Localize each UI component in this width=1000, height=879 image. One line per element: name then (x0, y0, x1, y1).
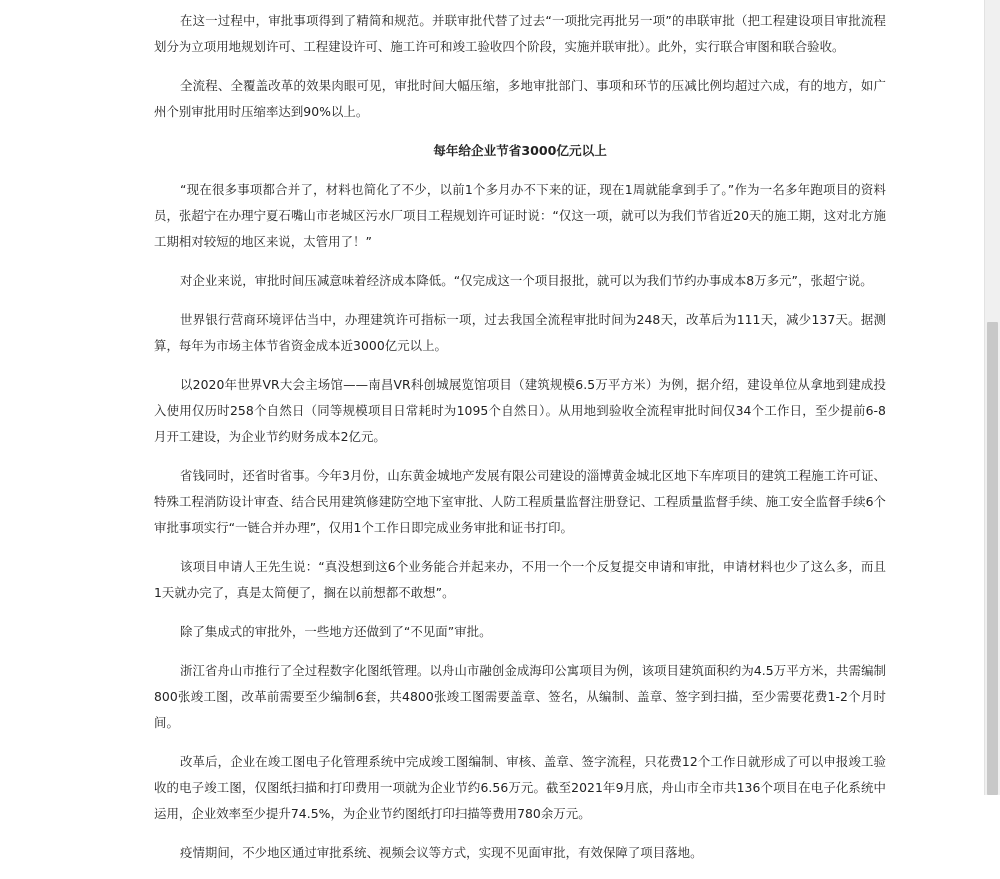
article-paragraph: 对企业来说，审批时间压减意味着经济成本降低。“仅完成这一个项目报批，就可以为我们节约办事成本8万多元”，张超宁说。 (180, 273, 873, 288)
article-paragraph: 以2020年世界VR大会主场馆——南昌VR科创城展览馆项目（建筑规模6.5万平方米）为例，据介绍，建设单位从拿地到建成投入使用仅历时258个自然日（同等规模项目日常耗时为1095个自然日）。从用地到验收全流程审批时间仅34个工作日，至少提前6-8月开工建设，为企业节约财务成本2亿元。 (154, 377, 886, 444)
article-paragraph: “现在很多事项都合并了，材料也简化了不少，以前1个多月办不下来的证，现在1周就能拿到手了。”作为一名多年跑项目的资料员，张超宁在办理宁夏石嘴山市老城区污水厂项目工程规划许可证时说：“仅这一项，就可以为我们节省近20天的施工期，这对北方施工期相对较短的地区来说，太管用了！” (154, 182, 886, 249)
vertical-scrollbar[interactable] (984, 0, 1000, 795)
article-paragraph: 该项目申请人王先生说：“真没想到这6个业务能合并起来办，不用一个一个反复提交申请和审批，申请材料也少了这么多，而且1天就办完了，真是太简便了，搁在以前想都不敢想”。 (154, 559, 886, 600)
article-body (154, 8, 886, 879)
section-heading: 每年给企业节省3000亿元以上 (433, 143, 607, 158)
article-paragraph: 改革后，企业在竣工图电子化管理系统中完成竣工图编制、审核、盖章、签字流程，只花费12个工作日就形成了可以申报竣工验收的电子竣工图，仅图纸扫描和打印费用一项就为企业节约6.56万元。截至2021年9月底，舟山市全市共136个项目在电子化系统中运用，企业效率至少提升74.5%，为企业节约图纸打印扫描等费用780余万元。 (154, 754, 886, 821)
scrollbar-thumb[interactable] (987, 322, 998, 795)
article-paragraph: 疫情期间，不少地区通过审批系统、视频会议等方式，实现不见面审批，有效保障了项目落地。 (180, 845, 703, 860)
article-paragraph: 在这一过程中，审批事项得到了精简和规范。并联审批代替了过去“一项批完再批另一项”的串联审批（把工程建设项目审批流程划分为立项用地规划许可、工程建设许可、施工许可和竣工验收四个阶段，实施并联审批）。此外，实行联合审图和联合验收。 (154, 13, 886, 54)
article-paragraph: 世界银行营商环境评估当中，办理建筑许可指标一项，过去我国全流程审批时间为248天，改革后为111天，减少137天。据测算，每年为市场主体节省资金成本近3000亿元以上。 (154, 312, 886, 353)
article-paragraph: 浙江省舟山市推行了全过程数字化图纸管理。以舟山市融创金成海印公寓项目为例，该项目建筑面积约为4.5万平方米，共需编制800张竣工图，改革前需要至少编制6套，共4800张竣工图需要盖章、签名，从编制、盖章、签字到扫描，至少需要花费1-2个月时间。 (154, 663, 886, 730)
article-paragraph: 除了集成式的审批外，一些地方还做到了“不见面”审批。 (180, 624, 492, 639)
article-paragraph: 全流程、全覆盖改革的效果肉眼可见，审批时间大幅压缩，多地审批部门、事项和环节的压减比例均超过六成，有的地方，如广州个别审批用时压缩率达到90%以上。 (154, 78, 886, 119)
article-paragraph: 省钱同时，还省时省事。今年3月份，山东黄金城地产发展有限公司建设的淄博黄金城北区地下车库项目的建筑工程施工许可证、特殊工程消防设计审查、结合民用建筑修建防空地下室审批、人防工程质量监督注册登记、工程质量监督手续、施工安全监督手续6个审批事项实行“一链合并办理”，仅用1个工作日即完成业务审批和证书打印。 (154, 468, 886, 535)
